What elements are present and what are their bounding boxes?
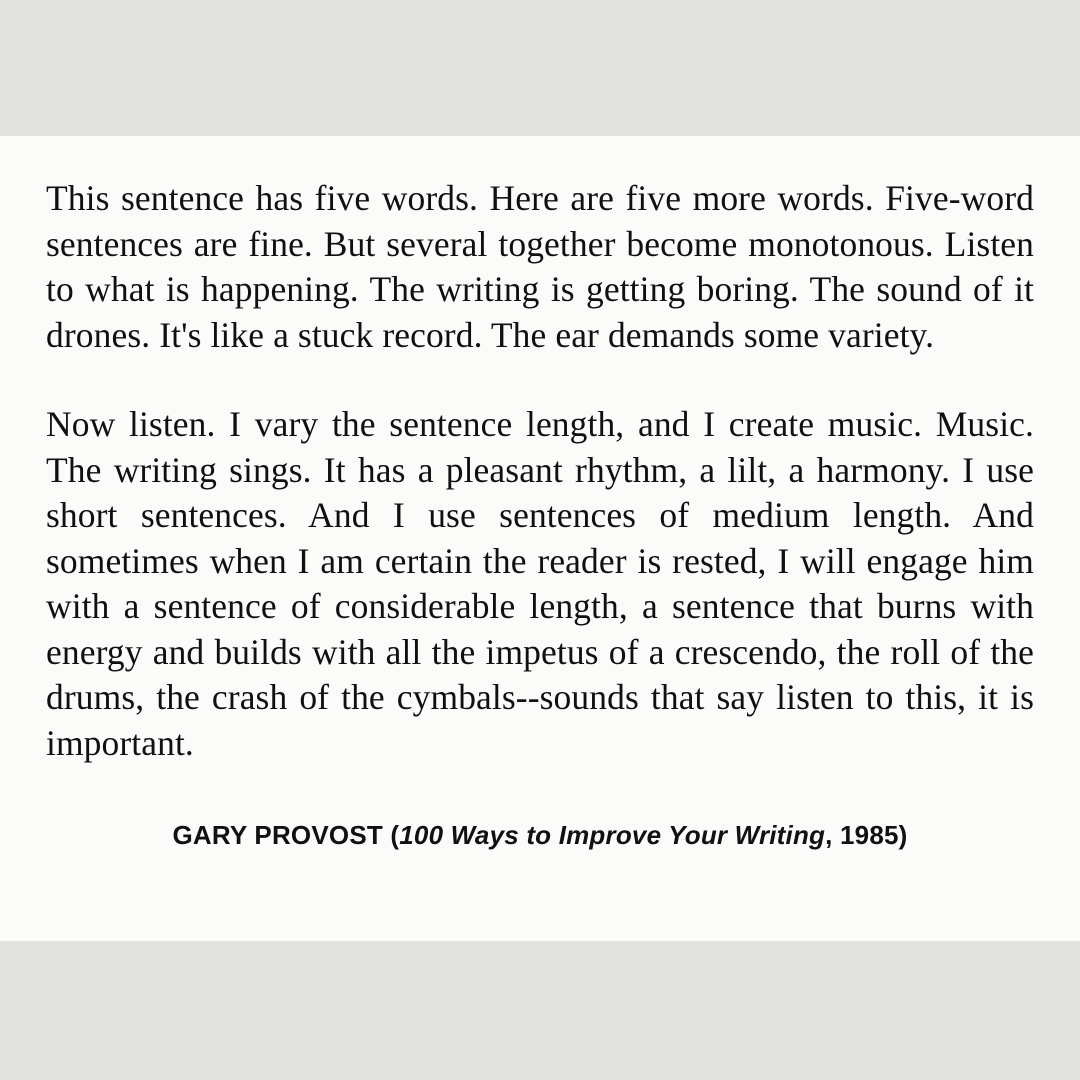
attribution-separator: , bbox=[825, 820, 840, 850]
paragraph-two: Now listen. I vary the sentence length, and I create music. Music. The writing sings. It has a pleasant rhythm, a lilt, a harmony. I use short sentences. And I use sentences of medium length. And sometimes when I am certain the reader is rested, I will engage him with a sentence of considerable length, a sentence that burns with energy and builds with all the impetus of a crescendo, the roll of the drums, the crash of the cymbals--sounds that say listen to this, it is important. bbox=[46, 404, 1034, 763]
attribution-year: 1985 bbox=[840, 820, 899, 850]
attribution-work-title: 100 Ways to Improve Your Writing bbox=[399, 820, 826, 850]
quote-card bbox=[0, 136, 1080, 941]
attribution bbox=[46, 820, 1034, 851]
paragraph-one: This sentence has five words. Here are five more words. Five-word sentences are fine. But several together become monotonous. Listen to what is happening. The writing is getting boring. The sound of it drones. It's like a stuck record. The ear demands some variety. bbox=[46, 178, 1034, 355]
attribution-author: GARY PROVOST bbox=[172, 820, 383, 850]
attribution-close-paren: ) bbox=[898, 820, 908, 850]
quote-content bbox=[0, 136, 1080, 851]
attribution-open-paren-glyph: ( bbox=[390, 820, 400, 850]
